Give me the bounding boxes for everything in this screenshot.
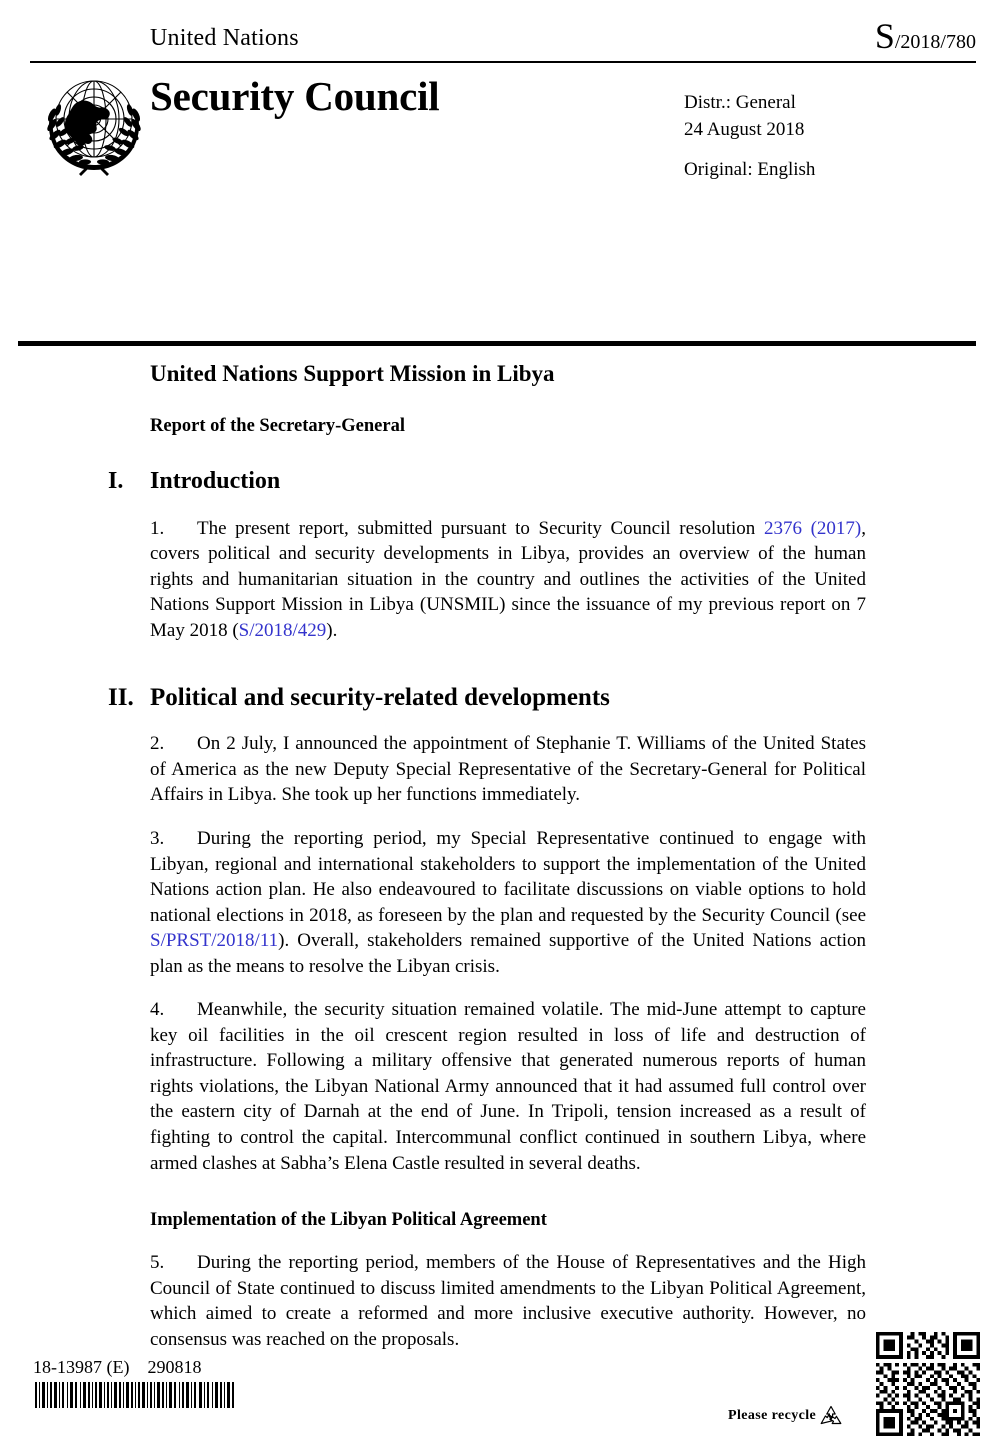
link-resolution-2376[interactable]: 2376 (2017) — [763, 517, 862, 539]
qr-code-icon — [872, 1328, 984, 1440]
paragraph-text: , covers political and security developments in Libya, provides an overview of the human rights and humanitarian situation in the country and outlines the activities of the United Nations Support Mission in Libya (UNSMIL) since the issuance of my previous report on 7 May 2018 ( — [150, 517, 867, 641]
paragraph-number: 4. — [150, 999, 165, 1021]
organization-name: United Nations — [150, 25, 299, 51]
section-heading-political-security — [0, 683, 994, 713]
original-language: Original: English — [684, 158, 816, 180]
paragraph-text: During the reporting period, members of the House of Representatives and the High Council of State continued to discuss limited amendments to the Libyan Political Agreement, which aimed to create a reformed and more inclusive executive authority. However, no consensus was reached on the proposals. — [150, 1252, 866, 1350]
page-subtitle: Report of the Secretary-General — [150, 415, 405, 436]
masthead-divider — [30, 61, 976, 63]
paragraph-text: Meanwhile, the security situation remained volatile. The mid-June attempt to capture key oil facilities in the oil crescent region resulted in loss of life and destruction of infrastructure. Following a military offensive that generated numerous reports of human rights violations, the Libyan National Army announced that it had assumed full control over the eastern city of Darnah at the end of June. In Tripoli, tension increased as a result of fighting to control the capital. Intercommunal conflict continued in southern Libya, where armed clashes at Sabha’s Elena Castle resulted in several deaths. — [150, 999, 866, 1174]
paragraph-4 — [150, 997, 866, 1176]
barcode-icon — [33, 1382, 238, 1408]
paragraph-number: 5. — [150, 1252, 165, 1274]
link-s-prst-2018-11[interactable]: S/PRST/2018/11 — [150, 930, 279, 952]
recycle-notice — [728, 1404, 844, 1428]
paragraph-text: The present report, submitted pursuant to Security Council resolution — [197, 517, 764, 539]
section-numeral: II. — [108, 684, 134, 712]
council-title: Security Council — [150, 73, 440, 119]
paragraph-1 — [150, 516, 866, 644]
paragraph-text: ). — [326, 619, 338, 641]
paragraph-number: 2. — [150, 733, 165, 755]
distribution-line: Distr.: General — [684, 92, 796, 113]
section-title: Introduction — [150, 467, 281, 494]
paragraph-5 — [150, 1250, 866, 1352]
page-title: United Nations Support Mission in Libya — [150, 361, 555, 386]
section-numeral: I. — [108, 467, 124, 494]
subsection-heading: Implementation of the Libyan Political Agreement — [150, 1210, 547, 1231]
section-heading-introduction — [0, 467, 994, 496]
un-emblem-icon — [33, 72, 155, 176]
document-symbol — [875, 18, 976, 54]
recycle-icon — [818, 1404, 844, 1428]
paragraph-number: 3. — [150, 827, 165, 849]
recycle-label: Please recycle — [728, 1408, 817, 1423]
document-symbol-number: /2018/780 — [894, 31, 976, 53]
link-s-2018-429[interactable]: S/2018/429 — [238, 619, 327, 641]
document-symbol-prefix: S — [874, 16, 895, 56]
paragraph-text: On 2 July, I announced the appointment of Stephanie T. Williams of the United States of America as the new Deputy Special Representative of the Secretary-General for Political Affairs in Libya. She took up her functions immediately. — [150, 733, 866, 806]
paragraph-text: During the reporting period, my Special Representative continued to engage with Libyan, regional and international stakeholders to support the implementation of the United Nations action plan. He also endeavoured to facilitate discussions on viable options to hold national elections in 2018, as foreseen by the plan and requested by the Security Council (see — [150, 827, 866, 926]
distribution-block — [684, 90, 815, 184]
document-date: 24 August 2018 — [684, 118, 805, 140]
document-masthead — [0, 0, 994, 200]
document-body — [0, 352, 994, 1352]
paragraph-2 — [150, 731, 866, 808]
paragraph-number: 1. — [150, 517, 165, 539]
section-title: Political and security-related developments — [150, 684, 610, 712]
paragraph-text: ). Overall, stakeholders remained supportive of the United Nations action plan as the means to resolve the Libyan crisis. — [150, 930, 866, 977]
header-body-divider — [18, 341, 976, 346]
paragraph-3 — [150, 826, 866, 979]
document-footer — [0, 1352, 994, 1449]
job-number: 18-13987 (E) 290818 — [33, 1357, 202, 1377]
